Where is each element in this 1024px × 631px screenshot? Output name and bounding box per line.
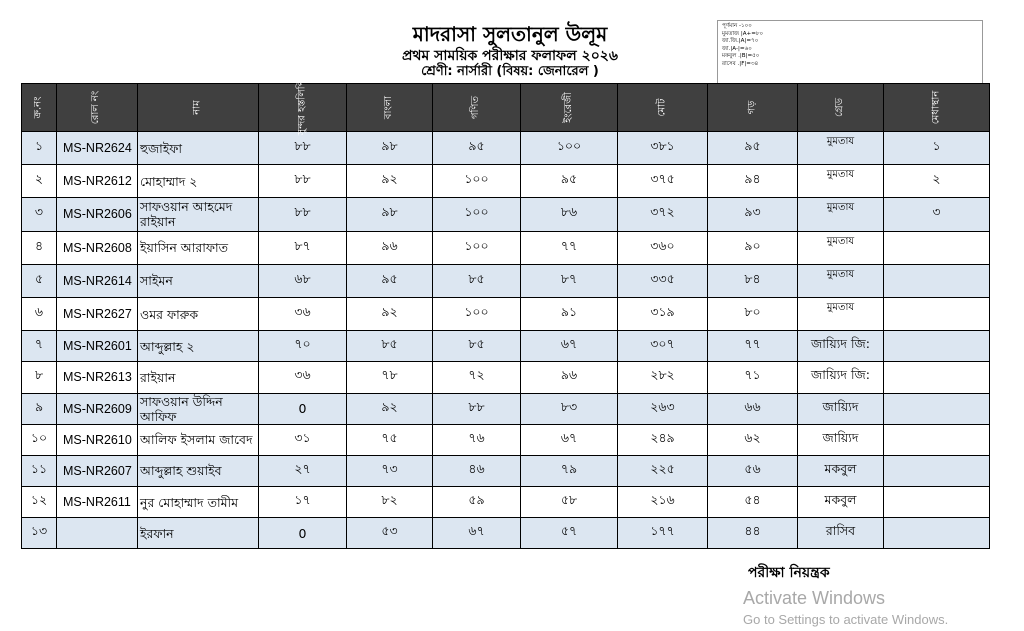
handwriting-cell: ৮৮ — [259, 165, 347, 198]
math-cell: ৫৯ — [433, 487, 521, 518]
roll-cell: MS-NR2610 — [57, 424, 138, 455]
math-cell: ৭২ — [433, 362, 521, 393]
roll-cell: MS-NR2609 — [57, 393, 138, 424]
table-row — [22, 393, 990, 424]
grade-cell: মুমতায — [798, 165, 884, 198]
bangla-cell: ৯৫ — [347, 264, 433, 297]
serial-cell: ৭ — [22, 331, 57, 362]
rank-cell — [884, 362, 990, 393]
serial-cell: ১১ — [22, 455, 57, 486]
serial-cell: ১ — [22, 132, 57, 165]
table-row — [22, 231, 990, 264]
header-total: মোট — [618, 84, 708, 132]
header-handwriting: সুন্দর হস্তলিপি — [259, 84, 347, 132]
roll-cell: MS-NR2624 — [57, 132, 138, 165]
grade-cell: জায়্যিদ জি: — [798, 362, 884, 393]
legend-line: মকবুল .|B|=৫০ — [722, 53, 760, 60]
rank-cell — [884, 393, 990, 424]
handwriting-cell: ৩৬ — [259, 297, 347, 330]
serial-cell: ২ — [22, 165, 57, 198]
result-table — [21, 79, 990, 549]
english-cell: ৮৬ — [521, 198, 618, 231]
legend-line: জা.জি.|A|=৭০ — [722, 38, 759, 45]
table-row — [22, 362, 990, 393]
serial-cell: ৬ — [22, 297, 57, 330]
bangla-cell: ৯৬ — [347, 231, 433, 264]
windows-activation-watermark — [743, 588, 948, 627]
average-cell: ৫৬ — [708, 455, 798, 486]
total-cell: ২২৫ — [618, 455, 708, 486]
total-cell: ২৬৩ — [618, 393, 708, 424]
class-subject-line: শ্রেণী: নার্সারী (বিষয়: জেনারেল ) — [421, 64, 599, 79]
grade-cell: জায়্যিদ — [798, 393, 884, 424]
serial-cell: ১৩ — [22, 518, 57, 549]
bangla-cell: ৯২ — [347, 165, 433, 198]
table-row — [22, 165, 990, 198]
average-cell: ৯৫ — [708, 132, 798, 165]
table-header-row — [22, 84, 990, 132]
legend-line: জা.|A-|=৬০ — [722, 45, 752, 52]
roll-cell: MS-NR2613 — [57, 362, 138, 393]
name-cell: আব্দুল্লাহ শুয়াইব — [138, 455, 259, 486]
header-name: নাম — [138, 84, 259, 132]
total-cell: ৩৭৫ — [618, 165, 708, 198]
serial-cell: ৪ — [22, 231, 57, 264]
average-cell: ৮৪ — [708, 264, 798, 297]
institution-title: মাদরাসা সুলতানুল উলূম — [412, 22, 608, 46]
english-cell: ৯১ — [521, 297, 618, 330]
handwriting-cell: ৮৮ — [259, 132, 347, 165]
table-row — [22, 424, 990, 455]
bangla-cell: ৯৮ — [347, 198, 433, 231]
total-cell: ৩৬০ — [618, 231, 708, 264]
header-math: গণিত — [433, 84, 521, 132]
name-cell: আলিফ ইসলাম জাবেদ — [138, 424, 259, 455]
legend-line: পূর্ণমান -১০০ — [722, 23, 752, 29]
table-row — [22, 297, 990, 330]
english-cell: ১০০ — [521, 132, 618, 165]
handwriting-cell: ৬৮ — [259, 264, 347, 297]
english-cell: ৬৭ — [521, 331, 618, 362]
total-cell: ২৪৯ — [618, 424, 708, 455]
handwriting-cell: 0 — [259, 518, 347, 549]
bangla-cell: ৭৩ — [347, 455, 433, 486]
english-cell: ৯৫ — [521, 165, 618, 198]
math-cell: ৬৭ — [433, 518, 521, 549]
english-cell: ৭৭ — [521, 231, 618, 264]
handwriting-cell: ৮৭ — [259, 231, 347, 264]
rank-cell: ২ — [884, 165, 990, 198]
bangla-cell: ৭৮ — [347, 362, 433, 393]
math-cell: ৮৮ — [433, 393, 521, 424]
grade-cell: মুমতায — [798, 264, 884, 297]
name-cell: সাইমন — [138, 264, 259, 297]
name-cell: রাইয়ান — [138, 362, 259, 393]
bangla-cell: ৫৩ — [347, 518, 433, 549]
legend-line: মুমতাজ |A+=৮০ — [722, 30, 764, 37]
average-cell: ৫৪ — [708, 487, 798, 518]
english-cell: ৮৭ — [521, 264, 618, 297]
grade-cell: মুমতায — [798, 198, 884, 231]
total-cell: ৩৮১ — [618, 132, 708, 165]
header-roll: রোল নং — [57, 84, 138, 132]
header-bangla: বাংলা — [347, 84, 433, 132]
math-cell: ১০০ — [433, 198, 521, 231]
name-cell: মোহাম্মাদ ২ — [138, 165, 259, 198]
bangla-cell: ৯৮ — [347, 132, 433, 165]
roll-cell: MS-NR2601 — [57, 331, 138, 362]
serial-cell: ১২ — [22, 487, 57, 518]
exam-title: প্রথম সাময়িক পরীক্ষার ফলাফল ২০২৬ — [401, 48, 619, 64]
average-cell: ৪৪ — [708, 518, 798, 549]
math-cell: ৭৬ — [433, 424, 521, 455]
header-english: ইংরেজী — [521, 84, 618, 132]
handwriting-cell: 0 — [259, 393, 347, 424]
total-cell: ২১৬ — [618, 487, 708, 518]
serial-cell: ৮ — [22, 362, 57, 393]
english-cell: ৯৬ — [521, 362, 618, 393]
handwriting-cell: ১৭ — [259, 487, 347, 518]
rank-cell — [884, 518, 990, 549]
average-cell: ৭৭ — [708, 331, 798, 362]
grade-cell: মুমতায — [798, 132, 884, 165]
rank-cell — [884, 264, 990, 297]
table-row — [22, 455, 990, 486]
math-cell: ১০০ — [433, 297, 521, 330]
table-row — [22, 198, 990, 231]
rank-cell — [884, 455, 990, 486]
header-serial: ক্র.নং — [22, 84, 57, 132]
table-row — [22, 331, 990, 362]
name-cell: সাফওয়ান আহমেদ রাইয়ান — [138, 198, 259, 231]
grade-cell: রাসিব — [798, 518, 884, 549]
handwriting-cell: ৩৬ — [259, 362, 347, 393]
english-cell: ৫৭ — [521, 518, 618, 549]
table-row — [22, 518, 990, 549]
english-cell: ৮৩ — [521, 393, 618, 424]
table-row — [22, 132, 990, 165]
rank-cell: ৩ — [884, 198, 990, 231]
average-cell: ৬৬ — [708, 393, 798, 424]
name-cell: হুজাইফা — [138, 132, 259, 165]
average-cell: ৯৩ — [708, 198, 798, 231]
grade-cell: মুমতায — [798, 231, 884, 264]
math-cell: ৯৫ — [433, 132, 521, 165]
rank-cell — [884, 424, 990, 455]
legend-line: রাসেব .|F|=৩৪ — [722, 60, 759, 67]
name-cell: আব্দুল্লাহ ২ — [138, 331, 259, 362]
total-cell: ৩৭২ — [618, 198, 708, 231]
name-cell: নুর মোহাম্মাদ তামীম — [138, 487, 259, 518]
roll-cell: MS-NR2612 — [57, 165, 138, 198]
table-row — [22, 487, 990, 518]
table-row — [22, 264, 990, 297]
name-cell: ওমর ফারুক — [138, 297, 259, 330]
total-cell: ৩৩৫ — [618, 264, 708, 297]
watermark-subtitle: Go to Settings to activate Windows. — [743, 612, 949, 627]
name-cell: ইয়াসিন আরাফাত — [138, 231, 259, 264]
average-cell: ৮০ — [708, 297, 798, 330]
serial-cell: ১০ — [22, 424, 57, 455]
grade-cell: মুমতায — [798, 297, 884, 330]
serial-cell: ৩ — [22, 198, 57, 231]
roll-cell: MS-NR2607 — [57, 455, 138, 486]
grading-legend — [717, 20, 983, 86]
roll-cell: MS-NR2608 — [57, 231, 138, 264]
english-cell: ৫৮ — [521, 487, 618, 518]
roll-cell: MS-NR2606 — [57, 198, 138, 231]
roll-cell: MS-NR2614 — [57, 264, 138, 297]
exam-controller-signature: পরীক্ষা নিয়ন্ত্রক — [748, 565, 830, 581]
total-cell: ১৭৭ — [618, 518, 708, 549]
total-cell: ২৮২ — [618, 362, 708, 393]
rank-cell — [884, 487, 990, 518]
average-cell: ৭১ — [708, 362, 798, 393]
roll-cell: MS-NR2627 — [57, 297, 138, 330]
math-cell: ৮৫ — [433, 331, 521, 362]
average-cell: ৯০ — [708, 231, 798, 264]
rank-cell — [884, 297, 990, 330]
rank-cell — [884, 331, 990, 362]
grade-cell: জায়্যিদ — [798, 424, 884, 455]
roll-cell: MS-NR2611 — [57, 487, 138, 518]
roll-cell — [57, 518, 138, 549]
average-cell: ৯৪ — [708, 165, 798, 198]
english-cell: ৭৯ — [521, 455, 618, 486]
header-grade: গ্রেড — [798, 84, 884, 132]
name-cell: ইরফান — [138, 518, 259, 549]
average-cell: ৬২ — [708, 424, 798, 455]
handwriting-cell: ২৭ — [259, 455, 347, 486]
rank-cell — [884, 231, 990, 264]
watermark-title: Activate Windows — [743, 588, 886, 608]
bangla-cell: ৯২ — [347, 297, 433, 330]
total-cell: ৩১৯ — [618, 297, 708, 330]
math-cell: ৮৫ — [433, 264, 521, 297]
name-cell: সাফওয়ান উদ্দিন আফিফ — [138, 393, 259, 424]
header-rank: মেধাস্থান — [884, 84, 990, 132]
grade-cell: মকবুল — [798, 487, 884, 518]
total-cell: ৩০৭ — [618, 331, 708, 362]
bangla-cell: ৮৫ — [347, 331, 433, 362]
math-cell: ১০০ — [433, 231, 521, 264]
math-cell: ১০০ — [433, 165, 521, 198]
rank-cell: ১ — [884, 132, 990, 165]
english-cell: ৬৭ — [521, 424, 618, 455]
bangla-cell: ৯২ — [347, 393, 433, 424]
handwriting-cell: ৮৮ — [259, 198, 347, 231]
serial-cell: ৯ — [22, 393, 57, 424]
bangla-cell: ৮২ — [347, 487, 433, 518]
bangla-cell: ৭৫ — [347, 424, 433, 455]
math-cell: ৪৬ — [433, 455, 521, 486]
grade-cell: জায়্যিদ জি: — [798, 331, 884, 362]
grade-cell: মকবুল — [798, 455, 884, 486]
handwriting-cell: ৩১ — [259, 424, 347, 455]
serial-cell: ৫ — [22, 264, 57, 297]
handwriting-cell: ৭০ — [259, 331, 347, 362]
header-average: গড় — [708, 84, 798, 132]
